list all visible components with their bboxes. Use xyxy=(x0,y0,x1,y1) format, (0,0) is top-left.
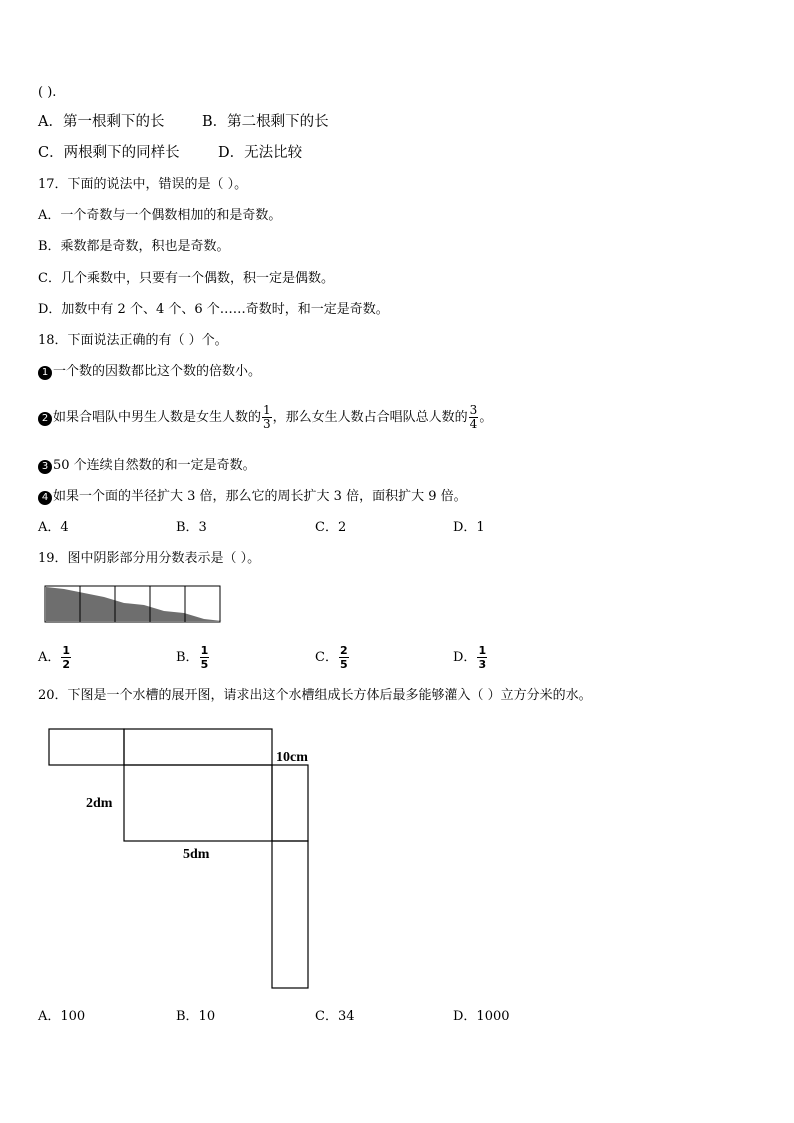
q19-option-d[interactable] xyxy=(453,643,488,673)
q18-statement-2-text-c: 。 xyxy=(479,410,493,425)
circled-number-2: 2 xyxy=(38,412,52,426)
q18-statement-1 xyxy=(38,363,261,381)
circled-number-4: 4 xyxy=(38,491,52,505)
fraction-numerator: 2 xyxy=(339,644,348,657)
fraction-numerator: 1 xyxy=(478,644,487,657)
fraction-denominator: 4 xyxy=(469,417,478,431)
q16-option-a[interactable]: A．第一根剩下的长 xyxy=(38,114,165,130)
q17-stem: 17．下面的说法中，错误的是（ ）。 xyxy=(38,177,248,192)
option-fraction xyxy=(200,644,210,671)
shaded-region xyxy=(46,587,222,621)
q18-statement-4-text: 如果一个面的半径扩大 3 倍，那么它的周长扩大 3 倍，面积扩大 9 倍。 xyxy=(53,489,467,504)
fraction-numerator: 3 xyxy=(469,403,478,417)
q20-tank-net-figure xyxy=(40,720,340,1000)
net-face-top-long xyxy=(124,729,272,765)
q18-statement-1-text: 一个数的因数都比这个数的倍数小。 xyxy=(53,364,262,379)
option-fraction xyxy=(339,644,349,671)
fraction-numerator: 1 xyxy=(200,644,209,657)
q17-option-a[interactable]: A．一个奇数与一个偶数相加的和是奇数。 xyxy=(38,208,282,223)
q19-option-a[interactable] xyxy=(38,643,72,673)
circled-number-3: 3 xyxy=(38,460,52,474)
q20-option-b[interactable]: B．10 xyxy=(176,1009,216,1024)
q18-option-b[interactable]: B．3 xyxy=(176,520,207,535)
q18-statement-3-text: 50 个连续自然数的和一定是奇数。 xyxy=(53,458,256,473)
fraction-one-third xyxy=(262,404,272,431)
option-label: A． xyxy=(38,650,61,665)
label-5dm: 5dm xyxy=(183,847,210,862)
q18-statement-2-text-b: ，那么女生人数占合唱队总人数的 xyxy=(272,410,468,425)
q16-tail: ( ). xyxy=(38,85,57,100)
q18-statement-2 xyxy=(38,398,492,438)
q17-option-b[interactable]: B．乘数都是奇数，积也是奇数。 xyxy=(38,239,230,254)
option-fraction xyxy=(477,644,487,671)
fraction-denominator: 3 xyxy=(263,417,271,431)
q19-stem: 19．图中阴影部分用分数表示是（ ）。 xyxy=(38,551,261,566)
q16-option-c[interactable]: C．两根剩下的同样长 xyxy=(38,145,180,161)
net-face-long-down xyxy=(272,841,308,988)
q19-shaded-strip-figure xyxy=(44,585,224,625)
q16-option-b[interactable]: B．第二根剩下的长 xyxy=(202,114,329,130)
option-label: D． xyxy=(453,650,477,665)
fraction-numerator: 1 xyxy=(62,644,71,657)
q19-option-c[interactable] xyxy=(315,643,350,673)
q17-option-d[interactable]: D．加数中有 2 个、4 个、6 个……奇数时，和一定是奇数。 xyxy=(38,302,389,317)
q17-option-c[interactable]: C．几个乘数中，只要有一个偶数，积一定是偶数。 xyxy=(38,271,334,286)
label-10cm: 10cm xyxy=(276,750,308,765)
fraction-denominator: 5 xyxy=(200,658,209,671)
q19-option-b[interactable] xyxy=(176,643,210,673)
q16-option-d[interactable]: D．无法比较 xyxy=(218,145,303,161)
q18-option-c[interactable]: C．2 xyxy=(315,520,347,535)
fraction-denominator: 2 xyxy=(62,658,71,671)
fraction-numerator: 1 xyxy=(263,403,271,417)
option-label: B． xyxy=(176,650,199,665)
q18-option-d[interactable]: D．1 xyxy=(453,520,485,535)
net-face-top-left xyxy=(49,729,124,765)
circled-number-1: 1 xyxy=(38,366,52,380)
q18-statement-2-text-a: 如果合唱队中男生人数是女生人数的 xyxy=(53,410,262,425)
q18-statement-4 xyxy=(38,488,467,506)
q18-stem: 18．下面说法正确的有（ ）个。 xyxy=(38,333,228,348)
q18-statement-3 xyxy=(38,457,256,475)
fraction-denominator: 5 xyxy=(339,658,348,671)
q20-option-d[interactable]: D．1000 xyxy=(453,1009,510,1024)
label-2dm: 2dm xyxy=(86,796,113,811)
option-fraction xyxy=(61,644,71,671)
fraction-denominator: 3 xyxy=(478,658,487,671)
net-face-side xyxy=(272,765,308,841)
q18-option-a[interactable]: A．4 xyxy=(38,520,69,535)
option-label: C． xyxy=(315,650,338,665)
net-face-base xyxy=(124,765,272,841)
q20-option-c[interactable]: C．34 xyxy=(315,1009,355,1024)
q20-stem: 20．下图是一个水槽的展开图，请求出这个水槽组成长方体后最多能够灌入（ ）立方分米的水。 xyxy=(38,688,592,703)
fraction-three-quarters xyxy=(469,404,479,431)
q20-option-a[interactable]: A．100 xyxy=(38,1009,86,1024)
